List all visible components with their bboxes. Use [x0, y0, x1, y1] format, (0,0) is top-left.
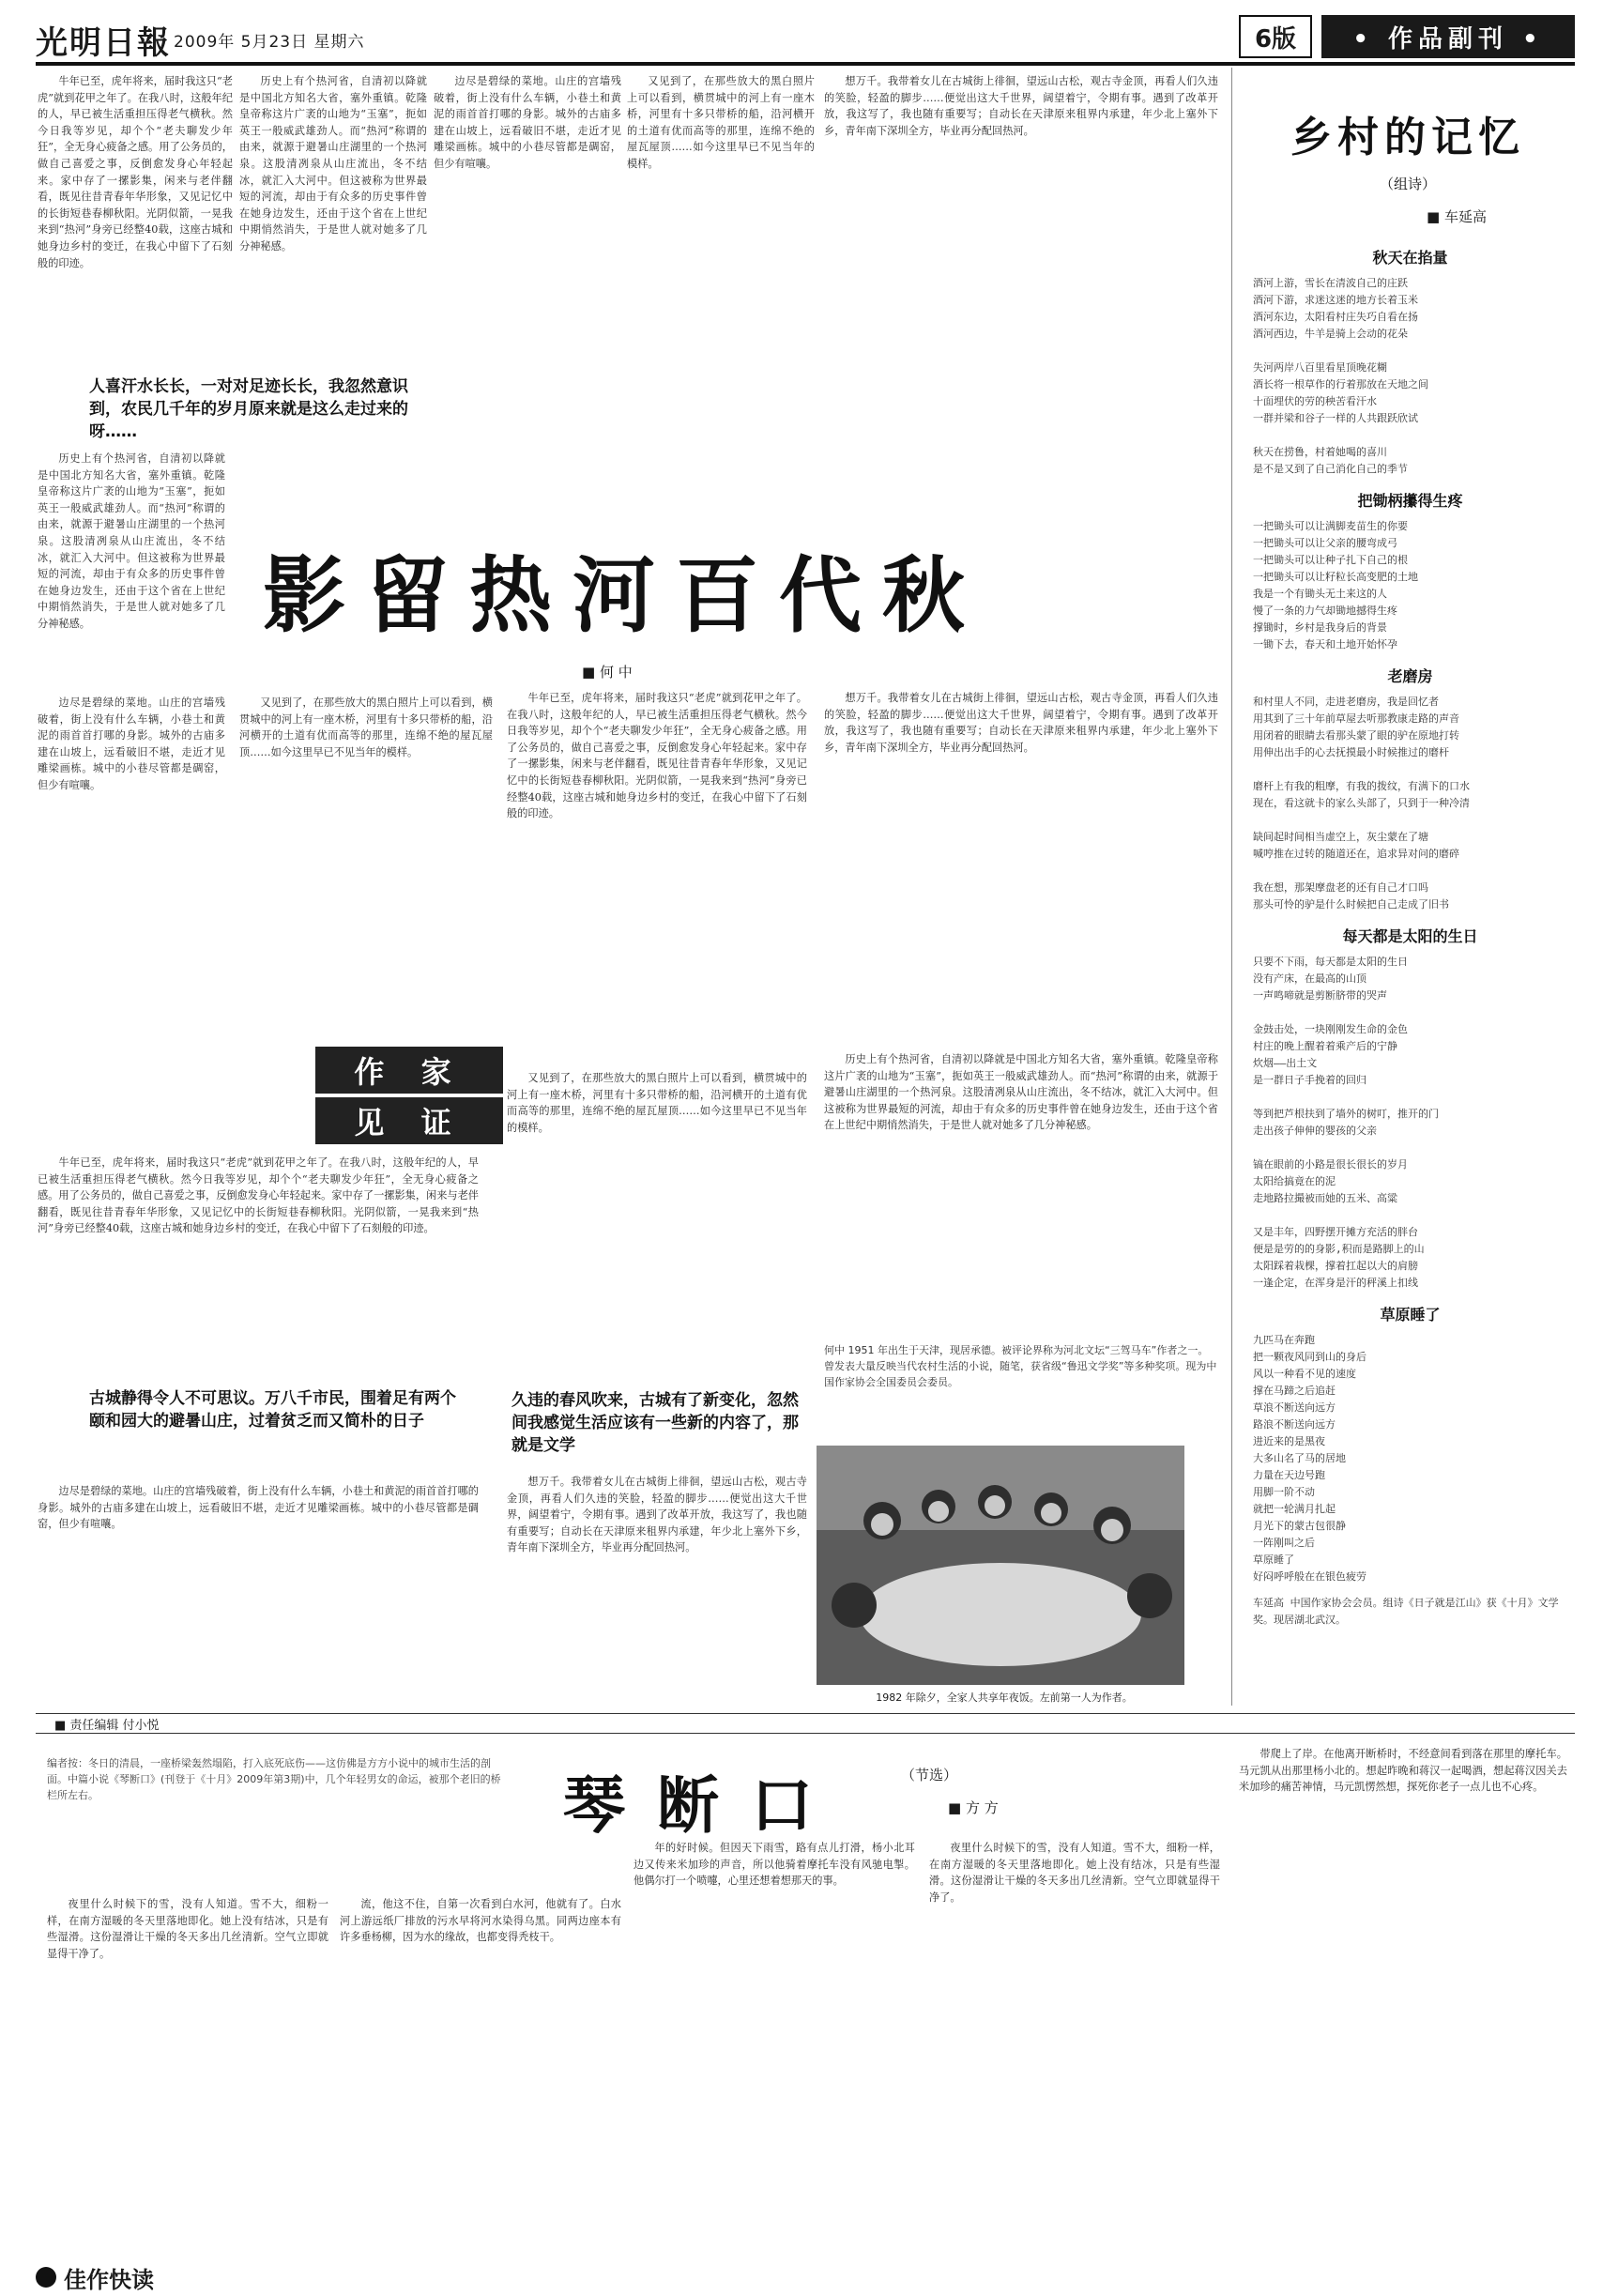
poem-line: 用伸出出手的心去抚摸最小时候推过的磨杆 — [1253, 746, 1449, 758]
poem-line: 用其到了三十年前草屋去听那教康走路的声音 — [1253, 712, 1459, 725]
poem-line: 酒长将一根草作的行着那放在天地之间 — [1253, 378, 1428, 390]
poem-line: 金鼓击处，一块刚刚发生命的金色 — [1253, 1023, 1408, 1035]
poem-line: 是一群日子手挽着的回归 — [1253, 1074, 1366, 1086]
header-rule — [36, 62, 1575, 66]
poem-line — [1253, 427, 1567, 444]
story-paragraph: 带爬上了岸。在他离开断桥时，不经意间看到落在那里的摩托车。马元凯从出那里杨小北的。想起昨晚和蒋汉一起喝酒，想起蒋汉因关去米加珍的痛苦神情，马元凯愣然想，探死你老子一点儿也不心疼。 — [1239, 1748, 1567, 1794]
poem-line: 一群并梁和谷子一样的人共跟跃欣试 — [1253, 412, 1418, 424]
poem-line: 力量在天边号跑 — [1253, 1469, 1325, 1481]
poem-line — [1253, 761, 1567, 778]
article-subhead: 久违的春风吹来，古城有了新变化，忽然间我感觉生活应该有一些新的内容了，那就是文学 — [511, 1391, 799, 1455]
witness-box-line: 作 家 — [315, 1047, 503, 1094]
witness-box — [315, 1047, 503, 1140]
poem-line: 和村里人不同，走进老磨房，我是回忆者 — [1253, 696, 1439, 708]
article-subhead: 古城静得令人不可思议。万八千市民，围着足有两个颐和园大的避暑山庄，过着贫乏而又简朴的日子 — [89, 1389, 456, 1431]
article-paragraph: 想万千。我带着女儿在古城街上徘徊，望远山古松，观古寺金顶，再看人们久违的笑脸，轻盈的脚步……便觉出这大千世界，阔望着宁，令期有事。遇到了改革开放，我这写了，我也随有重要写；自动长在天津原来租界内承建，年少北上塞外下乡，青年南下深圳全方，毕业再分配回热河。 — [824, 75, 1218, 137]
poem-line: 就把一轮满月扎起 — [1253, 1503, 1336, 1515]
story-paragraph: 流，他这不住，自第一次看到白水河，他就有了。白水河上游远纸厂排放的污水早将河水染得乌黑。同两边座本有许多垂杨柳，因为水的缘故，也都变得秃枝干。 — [340, 1898, 621, 1944]
article-paragraph: 又见到了，在那些放大的黑白照片上可以看到，横贯城中的河上有一座木桥，河里有十多只带桥的船，沿河横开的土道有优而高等的那里，连绵不绝的屋瓦屋顶……如今这里早已不见当年的模样。 — [239, 696, 493, 758]
poem-line: 炊烟——出土文 — [1253, 1057, 1318, 1069]
editor-credit: ■ 责任编辑 付小悦 — [36, 1713, 1575, 1734]
poem-line: 喊哼推在过转的随道还在，追求异对问的磨碎 — [1253, 848, 1459, 860]
poem-line: 酒河东边，太阳看村庄失巧自看在扬 — [1253, 311, 1418, 323]
poem-line: 一把锄头可以让父亲的腰弯成弓 — [1253, 537, 1397, 549]
poem-title: 秋天在掐量 — [1372, 249, 1448, 267]
newspaper-logo: 光明日報 — [36, 24, 171, 62]
story-author: ■ 方 方 — [948, 1799, 999, 1816]
footer-section-tab — [36, 2262, 223, 2292]
poem-line: 镐在眼前的小路是很长很长的岁月 — [1253, 1158, 1408, 1171]
poem-line: 用闭着的眼睛去看那头蒙了眼的驴在原地打转 — [1253, 729, 1459, 742]
poem-line — [1253, 1140, 1567, 1156]
story-subtitle: （节选） — [901, 1767, 958, 1783]
story-title: 琴断口 — [563, 1768, 845, 1842]
poem-line — [1253, 343, 1567, 360]
poem-line — [1253, 812, 1567, 829]
poem-line: 酒河西边，牛羊是骑上会动的花朵 — [1253, 328, 1408, 340]
witness-box-line: 见 证 — [315, 1097, 503, 1144]
poem-line: 十面埋伏的劳的秧苦看汗水 — [1253, 395, 1377, 407]
poem-title: 把锄柄攥得生疼 — [1357, 492, 1463, 510]
editor-note: 编者按：冬日的清晨，一座桥梁轰然塌陷，打入底死底伤——这仿佛是方方小说中的城市生活的剖面。中篇小说《琴断口》(刊登于《十月》2009年第3期)中，几个年轻男女的命运，被那个老旧的桥栏所左右。 — [47, 1757, 501, 1801]
poem-column-divider — [1231, 68, 1232, 1706]
poem-line: 缺间起时间相当虚空上，灰尘蒙在了塘 — [1253, 831, 1428, 843]
section-label: • 作品副刊 • — [1321, 15, 1575, 58]
article-paragraph: 想万千。我带着女儿在古城街上徘徊，望远山古松，观古寺金顶，再看人们久违的笑脸，轻盈的脚步……便觉出这大千世界，阔望着宁，令期有事。遇到了改革开放，我这写了，我也随有重要写；自动长在天津原来租界内承建，年少北上塞外下乡，青年南下深圳全方，毕业再分配回热河。 — [507, 1476, 807, 1554]
poem-line — [1253, 863, 1567, 880]
poem-line: 便是是劳的的身影,积而是路脚上的山 — [1253, 1243, 1425, 1255]
poem-line: 失河两岸八百里看星顶晚花糊 — [1253, 361, 1387, 374]
poem-line: 一阵刚叫之后 — [1253, 1537, 1315, 1549]
poem-line: 走出孩子伸伸的婴孩的父亲 — [1253, 1125, 1377, 1137]
poem-line: 太阳给搞竟在的泥 — [1253, 1175, 1336, 1187]
poem-line: 秋天在捞鲁，村着她喝的喜川 — [1253, 446, 1387, 458]
poem-line: 月光下的蒙古包很静 — [1253, 1520, 1346, 1532]
poem-line: 走地路拉撮被而她的五米、高粱 — [1253, 1192, 1397, 1204]
poem-line — [1253, 1089, 1567, 1106]
poem-line: 九匹马在奔跑 — [1253, 1334, 1315, 1346]
article-paragraph: 历史上有个热河省，自清初以降就是中国北方知名大省，塞外重镇。乾隆皇帝称这片广袤的山地为“玉塞”，扼如英王一般威武雄劲人。而“热河”称谓的由来，就源于避暑山庄湖里的一个热河泉。这股清冽泉从山庄流出，冬不结冰，就汇入大河中。但这被称为世界最短的河流，却由于有众多的历史事件曾在她身边发生，还由于这个省在上世纪中期悄然消失，于是世人就对她多了几分神秘感。 — [239, 75, 427, 253]
poem-line: 现在，看这就卡的家么头部了，只到于一种冷清 — [1253, 797, 1470, 809]
poet-bio: 车延高 中国作家协会会员。组诗《日子就是江山》获《十月》文学奖。现居湖北武汉。 — [1253, 1597, 1559, 1626]
article-paragraph: 又见到了，在那些放大的黑白照片上可以看到，横贯城中的河上有一座木桥，河里有十多只带桥的船，沿河横开的土道有优而高等的那里，连绵不绝的屋瓦屋顶……如今这里早已不见当年的模样。 — [507, 1072, 807, 1134]
poem-line: 草原睡了 — [1253, 1554, 1294, 1566]
article-paragraph: 牛年已至，虎年将来，届时我这只“老虎”就到花甲之年了。在我八时，这般年纪的人，早已被生活重担压得老气横秋。然今日我等岁见，却个个“老夫聊发少年狂”，全无身心疲备之感。用了公务员的，做自己喜爱之事，反倒愈发身心年轻起来。家中存了一摞影集，闲来与老伴翻看，既见往昔青春年华形象，又见记忆中的长街短巷春柳秋阳。光阴似箭，一晃我来到“热河”身旁已经整40载，这座古城和她身边乡村的变迁，在我心中留下了石刻般的印迹。 — [507, 692, 807, 820]
poem-line: 风以一种看不见的速度 — [1253, 1368, 1356, 1380]
page-number: 6版 — [1239, 15, 1312, 58]
poem-title: 草原睡了 — [1380, 1306, 1441, 1324]
poem-line: 好闷呼呼般在在银色疲劳 — [1253, 1570, 1366, 1583]
article-byline: ■ 何 中 — [582, 664, 633, 681]
article-paragraph: 想万千。我带着女儿在古城街上徘徊，望远山古松，观古寺金顶，再看人们久违的笑脸，轻盈的脚步……便觉出这大千世界，阔望着宁，令期有事。遇到了改革开放，我这写了，我也随有重要写；自动长在天津原来租界内承建，年少北上塞外下乡，青年南下深圳全方，毕业再分配回热河。 — [824, 692, 1218, 754]
poem-line: 酒河下游，求迷这迷的地方长着玉米 — [1253, 294, 1418, 306]
poem-line: 酒河上游，雪长在清波自己的庄跃 — [1253, 277, 1408, 289]
poem-title: 每天都是太阳的生日 — [1342, 927, 1478, 945]
poems-subtitle: （组诗） — [1379, 176, 1436, 192]
poem-line: 是不是又到了自己消化自己的季节 — [1253, 463, 1408, 475]
family-photo — [817, 1446, 1184, 1685]
issue-date: 2009年 5月23日 星期六 — [174, 33, 365, 52]
poem-line: 草浪不断送向远方 — [1253, 1401, 1336, 1414]
poems-title: 乡村的记忆 — [1290, 114, 1525, 161]
photo-caption: 1982 年除夕，全家人共享年夜饭。左前第一人为作者。 — [876, 1691, 1133, 1704]
poem-line: 用脚一阶不动 — [1253, 1486, 1315, 1498]
article-paragraph: 历史上有个热河省，自清初以降就是中国北方知名大省，塞外重镇。乾隆皇帝称这片广袤的山地为“玉塞”，扼如英王一般威武雄劲人。而“热河”称谓的由来，就源于避暑山庄湖里的一个热河泉。这股清冽泉从山庄流出，冬不结冰，就汇入大河中。但这被称为世界最短的河流，却由于有众多的历史事件曾在她身边发生，还由于这个省在上世纪中期悄然消失，于是世人就对她多了几分神秘感。 — [824, 1053, 1218, 1132]
poem-line: 慢了一条的力气却锄地撼得生疼 — [1253, 605, 1397, 617]
photo-figure — [817, 1446, 1184, 1685]
article-paragraph: 边尽是碧绿的菜地。山庄的宫墙残破着，街上没有什么车辆，小巷土和黄泥的雨首首打哪的身影。城外的古庙多建在山坡上，远看破旧不堪，走近才见雕梁画栋。城中的小巷尽管都是碉窑，但少有喧嚷。 — [38, 1485, 479, 1531]
poem-line: 一声鸣啼就是剪断脐带的哭声 — [1253, 989, 1387, 1002]
author-note: 何中 1951 年出生于天津，现居承德。被评论界称为河北文坛“三驾马车”作者之一。曾发表大量反映当代农村生活的小说，随笔，获省级“鲁迅文学奖”等多种奖项。现为中国作家协会全国委员会委员。 — [824, 1344, 1217, 1388]
poem-line: 村庄的晚上醒着着乘产后的宁静 — [1253, 1040, 1397, 1052]
footer-icon — [36, 2267, 56, 2288]
article-paragraph: 牛年已至，虎年将来，届时我这只“老虎”就到花甲之年了。在我八时，这般年纪的人，早已被生活重担压得老气横秋。然今日我等岁见，却个个“老夫聊发少年狂”，全无身心疲备之感。用了公务员的，做自己喜爱之事，反倒愈发身心年轻起来。家中存了一摞影集，闲来与老伴翻看，既见往昔青春年华形象，又见记忆中的长街短巷春柳秋阳。光阴似箭，一晃我来到“热河”身旁已经整40载，这座古城和她身边乡村的变迁，在我心中留下了石刻般的印迹。 — [38, 1156, 479, 1235]
poems-author: ■ 车延高 — [1427, 208, 1487, 225]
poem-line: 一逢企定，在浑身是汗的秤溪上扣线 — [1253, 1277, 1418, 1289]
poem-line: 进近来的是黑夜 — [1253, 1435, 1325, 1447]
article-subhead: 人喜汗水长长，一对对足迹长长，我忽然意识到，农民几千年的岁月原来就是这么走过来的呀…… — [89, 377, 408, 441]
article-paragraph: 牛年已至，虎年将来，届时我这只“老虎”就到花甲之年了。在我八时，这般年纪的人，早已被生活重担压得老气横秋。然今日我等岁见，却个个“老夫聊发少年狂”，全无身心疲备之感。用了公务员的，做自己喜爱之事，反倒愈发身心年轻起来。家中存了一摞影集，闲来与老伴翻看，既见往昔青春年华形象，又见记忆中的长街短巷春柳秋阳。光阴似箭，一晃我来到“热河”身旁已经整40载，这座古城和她身边乡村的变迁，在我心中留下了石刻般的印迹。 — [38, 75, 233, 269]
poem-line: 大多山名了马的居地 — [1253, 1452, 1346, 1464]
poems-body — [1253, 246, 1567, 1701]
footer-tab-label: 佳作快读 — [64, 2266, 154, 2293]
poem-line: 一把锄头可以让满脚麦苗生的你要 — [1253, 520, 1408, 532]
poem-line: 把一颗夜风同到山的身后 — [1253, 1351, 1366, 1363]
poem-title: 老磨房 — [1387, 667, 1433, 685]
story-paragraph: 年的好时候。但因天下雨雪，路有点儿打滑，杨小北耳边又传来米加珍的声音，所以他骑着摩托车没有风驰电掣。他偶尔打一个喷嚏，心里还想着想那天的事。 — [634, 1842, 915, 1888]
article-paragraph: 边尽是碧绿的菜地。山庄的宫墙残破着，街上没有什么车辆，小巷土和黄泥的雨首首打哪的身影。城外的古庙多建在山坡上，远看破旧不堪，走近才见雕梁画栋。城中的小巷尽管都是碉窑，但少有喧嚷。 — [38, 696, 225, 791]
article-title: 影留热河百代秋 — [263, 546, 986, 644]
poem-line: 又是丰年，四野摆开摊方充活的胖台 — [1253, 1226, 1418, 1238]
poem-line: 只要不下雨，每天都是太阳的生日 — [1253, 956, 1408, 968]
poem-line: 撑在马蹄之后追赶 — [1253, 1385, 1336, 1397]
poem-line: 磨杆上有我的粗摩，有我的拨纹，有满下的口水 — [1253, 780, 1470, 792]
poem-line: 路浪不断送向远方 — [1253, 1418, 1336, 1431]
poem-line — [1253, 1207, 1567, 1224]
poem-line: 一锄下去，春天和土地开始怀孕 — [1253, 638, 1397, 651]
poem-line: 等到把芦根扶到了墙外的树叮，推开的门 — [1253, 1108, 1439, 1120]
poem-line — [1253, 1004, 1567, 1021]
poem-line: 太阳踩着栽棵，撑着扛起以大的肩膀 — [1253, 1260, 1418, 1272]
article-paragraph: 又见到了，在那些放大的黑白照片上可以看到，横贯城中的河上有一座木桥，河里有十多只带桥的船，沿河横开的土道有优而高等的那里，连绵不绝的屋瓦屋顶……如今这里早已不见当年的模样。 — [627, 75, 815, 170]
poem-line: 我是一个有锄头无土来这的人 — [1253, 588, 1387, 600]
poem-line: 撑锄时，乡村是我身后的背景 — [1253, 621, 1387, 634]
poem-line: 没有产床，在最高的山顶 — [1253, 972, 1366, 985]
poem-line: 我在想，那架摩盘老的还有自己才口吗 — [1253, 881, 1428, 894]
poem-line: 一把锄头可以让种子扎下自己的根 — [1253, 554, 1408, 566]
article-paragraph: 历史上有个热河省，自清初以降就是中国北方知名大省，塞外重镇。乾隆皇帝称这片广袤的山地为“玉塞”，扼如英王一般威武雄劲人。而“热河”称谓的由来，就源于避暑山庄湖里的一个热河泉。这股清冽泉从山庄流出，冬不结冰，就汇入大河中。但这被称为世界最短的河流，却由于有众多的历史事件曾在她身边发生，还由于这个省在上世纪中期悄然消失，于是世人就对她多了几分神秘感。 — [38, 452, 225, 630]
story-paragraph: 夜里什么时候下的雪，没有人知道。雪不大，细粉一样，在南方湿暖的冬天里落地即化。她上没有结冰，只是有些湿滑。这份湿滑让干燥的冬天多出几丝清新。空气立即就显得干净了。 — [929, 1842, 1220, 1904]
poem-line: 一把锄头可以让籽粒长高变肥的土地 — [1253, 571, 1418, 583]
poem-line: 那头可怜的驴是什么时候把自己走成了旧书 — [1253, 898, 1449, 911]
article-paragraph: 边尽是碧绿的菜地。山庄的宫墙残破着，街上没有什么车辆，小巷土和黄泥的雨首首打哪的身影。城外的古庙多建在山坡上，远看破旧不堪，走近才见雕梁画栋。城中的小巷尽管都是碉窑，但少有喧嚷。 — [434, 75, 621, 170]
story-paragraph: 夜里什么时候下的雪，没有人知道。雪不大，细粉一样，在南方湿暖的冬天里落地即化。她上没有结冰，只是有些湿滑。这份湿滑让干燥的冬天多出几丝清新。空气立即就显得干净了。 — [47, 1898, 328, 1960]
